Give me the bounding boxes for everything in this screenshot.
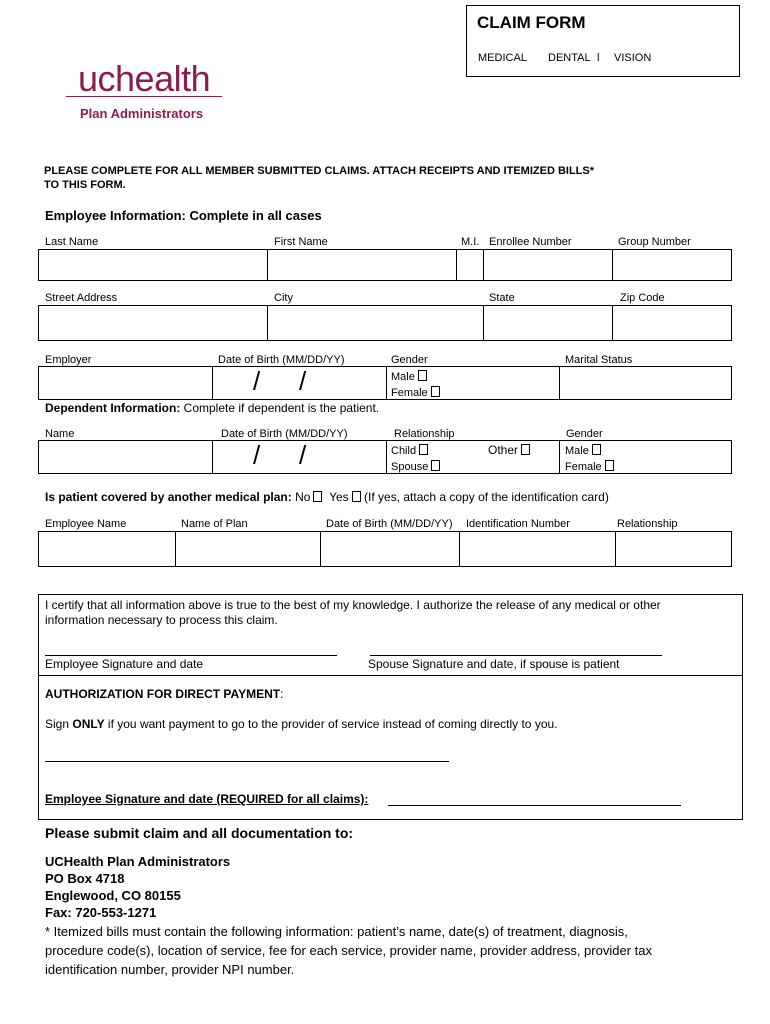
employer-field[interactable] [39, 367, 212, 399]
authorization-title [45, 687, 283, 701]
city-field[interactable] [268, 306, 483, 340]
other-plan-yes-label: Yes [329, 490, 349, 504]
label-identification-number: Identification Number [466, 518, 570, 530]
last-name-field[interactable] [39, 250, 267, 280]
identification-number-field[interactable] [460, 532, 615, 566]
label-enrollee-number: Enrollee Number [489, 236, 572, 248]
instructions-line-2: TO THIS FORM. [44, 179, 126, 191]
certification-box [38, 594, 743, 820]
checkbox-icon[interactable] [313, 491, 322, 502]
sign-only: ONLY [72, 717, 105, 731]
dependent-name-field[interactable] [39, 441, 212, 473]
address-line-1: UCHealth Plan Administrators [45, 854, 231, 869]
sign-pre: Sign [45, 717, 73, 731]
label-other-relationship: Relationship [617, 518, 678, 530]
label-other-dob: Date of Birth (MM/DD/YY) [326, 518, 453, 530]
first-name-field[interactable] [268, 250, 456, 280]
fax-number: Fax: 720-553-1271 [45, 905, 157, 920]
dob-separator: / [299, 440, 307, 470]
label-dob: Date of Birth (MM/DD/YY) [218, 354, 345, 366]
logo-subtitle: Plan Administrators [80, 106, 204, 121]
form-title: CLAIM FORM [477, 13, 586, 32]
label-last-name: Last Name [45, 236, 99, 248]
relationship-spouse-option[interactable] [391, 460, 440, 473]
label-first-name: First Name [274, 236, 328, 248]
sign-only-instruction [45, 717, 558, 731]
address-line-2: PO Box 4718 [45, 871, 125, 886]
name-of-plan-field[interactable] [176, 532, 320, 566]
label-mi: M.I. [461, 236, 480, 248]
itemized-note-3: identification number, provider NPI number. [45, 962, 295, 977]
dependent-male-option[interactable] [565, 444, 601, 457]
group-number-field[interactable] [613, 250, 731, 280]
checkbox-icon[interactable] [418, 370, 427, 381]
employee-signature-line[interactable] [45, 655, 337, 656]
dob-separator: / [253, 366, 261, 396]
checkbox-icon[interactable] [605, 460, 614, 471]
street-address-field[interactable] [39, 306, 267, 340]
relationship-other-label: Other [488, 443, 519, 457]
type-separator: l [597, 52, 600, 64]
label-dependent-dob: Date of Birth (MM/DD/YY) [221, 428, 348, 440]
state-field[interactable] [484, 306, 612, 340]
label-gender: Gender [391, 354, 428, 366]
label-dependent-gender: Gender [566, 428, 603, 440]
checkbox-icon[interactable] [431, 460, 440, 471]
gender-female-label: Female [391, 387, 428, 399]
itemized-note-2: procedure code(s), location of service, fee for each service, provider name, provider address, provider tax [45, 943, 652, 958]
employee-section-title: Employee Information: Complete in all cases [45, 208, 322, 223]
other-plan-yes-option[interactable] [329, 490, 361, 504]
dependent-female-option[interactable] [565, 460, 614, 473]
relationship-child-label: Child [391, 445, 417, 457]
checkbox-icon[interactable] [521, 444, 530, 455]
label-city: City [274, 292, 293, 304]
dependent-title-rest: Complete if dependent is the patient. [180, 401, 380, 415]
dependent-female-label: Female [565, 461, 602, 473]
gender-male-option[interactable] [391, 370, 427, 383]
other-plan-question: Is patient covered by another medical plan: [45, 490, 292, 504]
certify-text-1: I certify that all information above is true to the best of my knowledge. I authorize the release of any medical or other [45, 598, 661, 612]
label-zip-code: Zip Code [620, 292, 665, 304]
other-plan-question-line [45, 490, 609, 504]
dependent-male-label: Male [565, 445, 589, 457]
itemized-note-1: * Itemized bills must contain the following information: patient’s name, date(s) of treatment, diagnosis, [45, 924, 628, 939]
instructions-line-1: PLEASE COMPLETE FOR ALL MEMBER SUBMITTED CLAIMS. ATTACH RECEIPTS AND ITEMIZED BILLS* [44, 165, 594, 177]
relationship-spouse-label: Spouse [391, 461, 429, 473]
label-street-address: Street Address [45, 292, 118, 304]
direct-payment-signature-line[interactable] [45, 761, 449, 762]
other-dob-field[interactable] [321, 532, 459, 566]
other-plan-no-option[interactable] [295, 490, 322, 504]
checkbox-icon[interactable] [592, 444, 601, 455]
mi-field[interactable] [457, 250, 483, 280]
label-employer: Employer [45, 354, 92, 366]
relationship-child-option[interactable] [391, 444, 428, 457]
submit-title: Please submit claim and all documentation to: [45, 825, 354, 841]
enrollee-number-field[interactable] [484, 250, 612, 280]
type-medical: MEDICAL [478, 52, 527, 64]
spouse-signature-label: Spouse Signature and date, if spouse is patient [368, 657, 620, 671]
other-employee-name-field[interactable] [39, 532, 175, 566]
checkbox-icon[interactable] [352, 491, 361, 502]
required-signature-line[interactable] [388, 805, 681, 806]
gender-male-label: Male [391, 371, 415, 383]
zip-code-field[interactable] [613, 306, 731, 340]
sign-post: if you want payment to go to the provider of service instead of coming directly to you. [104, 717, 558, 731]
dependent-title-bold: Dependent Information: [45, 401, 181, 415]
label-state: State [489, 292, 515, 304]
label-relationship: Relationship [394, 428, 455, 440]
logo-wordmark: uchealth [78, 58, 211, 99]
dependent-section-title [45, 401, 379, 415]
dob-separator: / [253, 440, 261, 470]
spouse-signature-line[interactable] [370, 655, 662, 656]
dob-separator: / [299, 366, 307, 396]
marital-status-field[interactable] [560, 367, 731, 399]
label-name-of-plan: Name of Plan [181, 518, 248, 530]
label-marital-status: Marital Status [565, 354, 633, 366]
label-dependent-name: Name [45, 428, 75, 440]
relationship-other-option[interactable] [488, 443, 530, 457]
uchealth-logo [66, 58, 226, 121]
authorization-title-colon: : [280, 687, 284, 701]
other-relationship-field[interactable] [616, 532, 731, 566]
address-line-3: Englewood, CO 80155 [45, 888, 181, 903]
type-vision: VISION [614, 52, 652, 64]
label-group-number: Group Number [618, 236, 691, 248]
required-signature-label: Employee Signature and date (REQUIRED for all claims): [45, 792, 369, 806]
certify-text-2: information necessary to process this claim. [45, 613, 278, 627]
type-dental: DENTAL [548, 52, 591, 64]
checkbox-icon[interactable] [431, 386, 440, 397]
other-plan-no-label: No [295, 490, 311, 504]
authorization-title-text: AUTHORIZATION FOR DIRECT PAYMENT [45, 687, 281, 701]
label-other-employee-name: Employee Name [45, 518, 127, 530]
employee-signature-label: Employee Signature and date [45, 657, 204, 671]
other-plan-note: (If yes, attach a copy of the identification card) [364, 490, 609, 504]
gender-female-option[interactable] [391, 386, 440, 399]
logo-underline [66, 96, 222, 97]
checkbox-icon[interactable] [419, 444, 428, 455]
